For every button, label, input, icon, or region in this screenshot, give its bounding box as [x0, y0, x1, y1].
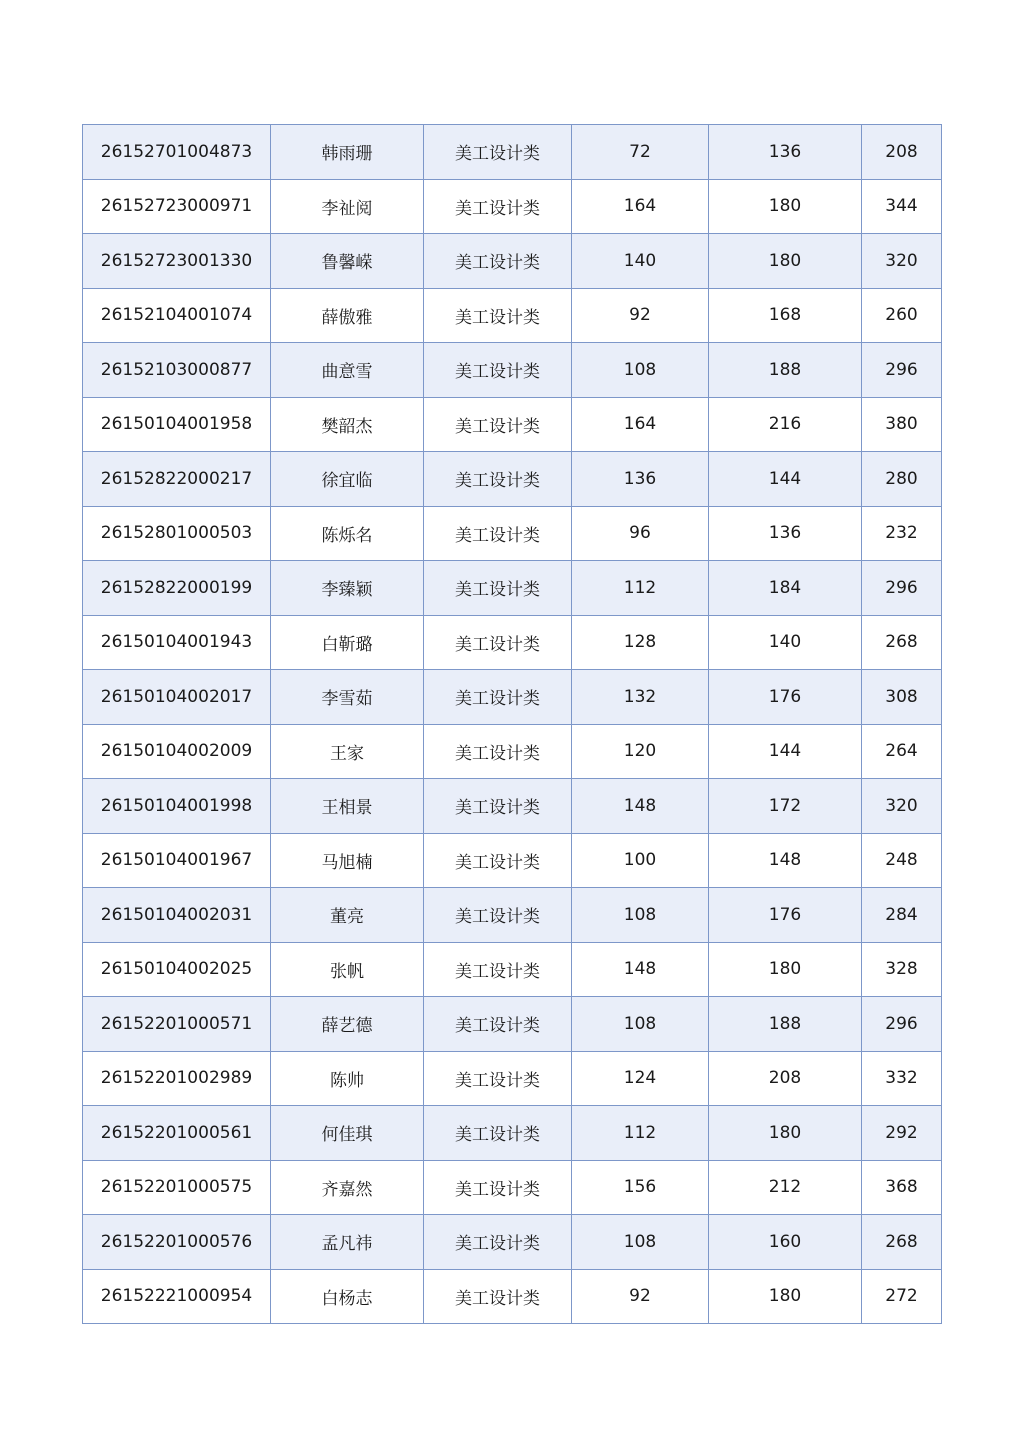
category-cell: 美工设计类 [424, 670, 572, 725]
category-cell: 美工设计类 [424, 397, 572, 452]
total-score-cell: 208 [862, 125, 942, 180]
total-score-cell: 284 [862, 888, 942, 943]
table-row [83, 833, 942, 888]
score-1-cell: 108 [572, 888, 709, 943]
category-cell: 美工设计类 [424, 506, 572, 561]
category-cell: 美工设计类 [424, 833, 572, 888]
total-score-cell: 268 [862, 615, 942, 670]
candidate-id-cell: 26152201000576 [83, 1215, 271, 1270]
name-cell: 白靳璐 [271, 615, 424, 670]
name-cell: 樊韶杰 [271, 397, 424, 452]
score-1-cell: 164 [572, 179, 709, 234]
score-2-cell: 180 [709, 942, 862, 997]
total-score-cell: 320 [862, 779, 942, 834]
category-cell: 美工设计类 [424, 452, 572, 507]
category-cell: 美工设计类 [424, 561, 572, 616]
table-row [83, 1269, 942, 1324]
category-cell: 美工设计类 [424, 1160, 572, 1215]
score-2-cell: 144 [709, 724, 862, 779]
table-row [83, 615, 942, 670]
candidate-id-cell: 26152201000575 [83, 1160, 271, 1215]
table-row [83, 1051, 942, 1106]
score-1-cell: 96 [572, 506, 709, 561]
total-score-cell: 380 [862, 397, 942, 452]
candidate-id-cell: 26150104001967 [83, 833, 271, 888]
name-cell: 李祉阅 [271, 179, 424, 234]
score-1-cell: 140 [572, 234, 709, 289]
name-cell: 李臻颖 [271, 561, 424, 616]
score-1-cell: 156 [572, 1160, 709, 1215]
table-row [83, 724, 942, 779]
table-row [83, 1106, 942, 1161]
total-score-cell: 292 [862, 1106, 942, 1161]
category-cell: 美工设计类 [424, 997, 572, 1052]
score-2-cell: 188 [709, 343, 862, 398]
score-1-cell: 120 [572, 724, 709, 779]
score-1-cell: 108 [572, 343, 709, 398]
table-row [83, 452, 942, 507]
name-cell: 陈烁名 [271, 506, 424, 561]
name-cell: 曲意雪 [271, 343, 424, 398]
table-row [83, 1215, 942, 1270]
score-2-cell: 188 [709, 997, 862, 1052]
score-2-cell: 176 [709, 888, 862, 943]
table-row [83, 125, 942, 180]
name-cell: 王家 [271, 724, 424, 779]
score-1-cell: 108 [572, 1215, 709, 1270]
candidate-id-cell: 26152201000571 [83, 997, 271, 1052]
score-2-cell: 160 [709, 1215, 862, 1270]
score-2-cell: 172 [709, 779, 862, 834]
score-1-cell: 72 [572, 125, 709, 180]
score-2-cell: 180 [709, 179, 862, 234]
candidate-id-cell: 26152201000561 [83, 1106, 271, 1161]
category-cell: 美工设计类 [424, 724, 572, 779]
total-score-cell: 368 [862, 1160, 942, 1215]
candidate-id-cell: 26152723001330 [83, 234, 271, 289]
score-1-cell: 128 [572, 615, 709, 670]
name-cell: 何佳琪 [271, 1106, 424, 1161]
category-cell: 美工设计类 [424, 779, 572, 834]
candidate-id-cell: 26150104001958 [83, 397, 271, 452]
candidate-id-cell: 26152723000971 [83, 179, 271, 234]
table-row [83, 343, 942, 398]
total-score-cell: 296 [862, 997, 942, 1052]
name-cell: 董亮 [271, 888, 424, 943]
score-2-cell: 140 [709, 615, 862, 670]
score-2-cell: 148 [709, 833, 862, 888]
score-1-cell: 132 [572, 670, 709, 725]
score-2-cell: 184 [709, 561, 862, 616]
candidate-id-cell: 26150104002031 [83, 888, 271, 943]
category-cell: 美工设计类 [424, 343, 572, 398]
score-2-cell: 168 [709, 288, 862, 343]
score-1-cell: 124 [572, 1051, 709, 1106]
name-cell: 徐宜临 [271, 452, 424, 507]
score-2-cell: 176 [709, 670, 862, 725]
category-cell: 美工设计类 [424, 888, 572, 943]
total-score-cell: 296 [862, 343, 942, 398]
candidate-id-cell: 26150104002009 [83, 724, 271, 779]
category-cell: 美工设计类 [424, 179, 572, 234]
table-row [83, 942, 942, 997]
total-score-cell: 232 [862, 506, 942, 561]
total-score-cell: 272 [862, 1269, 942, 1324]
category-cell: 美工设计类 [424, 234, 572, 289]
score-1-cell: 108 [572, 997, 709, 1052]
total-score-cell: 268 [862, 1215, 942, 1270]
table-row [83, 506, 942, 561]
total-score-cell: 328 [862, 942, 942, 997]
name-cell: 张帆 [271, 942, 424, 997]
score-2-cell: 136 [709, 125, 862, 180]
total-score-cell: 264 [862, 724, 942, 779]
table-row [83, 670, 942, 725]
table-row [83, 1160, 942, 1215]
category-cell: 美工设计类 [424, 1106, 572, 1161]
name-cell: 白杨志 [271, 1269, 424, 1324]
candidate-id-cell: 26150104001998 [83, 779, 271, 834]
total-score-cell: 344 [862, 179, 942, 234]
name-cell: 薛艺德 [271, 997, 424, 1052]
score-2-cell: 180 [709, 234, 862, 289]
category-cell: 美工设计类 [424, 1269, 572, 1324]
table-row [83, 888, 942, 943]
score-1-cell: 148 [572, 942, 709, 997]
candidate-id-cell: 26152801000503 [83, 506, 271, 561]
name-cell: 鲁馨嵘 [271, 234, 424, 289]
total-score-cell: 320 [862, 234, 942, 289]
score-2-cell: 216 [709, 397, 862, 452]
score-2-cell: 180 [709, 1106, 862, 1161]
score-1-cell: 92 [572, 1269, 709, 1324]
candidate-id-cell: 26150104002017 [83, 670, 271, 725]
score-1-cell: 100 [572, 833, 709, 888]
table-row [83, 234, 942, 289]
candidate-id-cell: 26152221000954 [83, 1269, 271, 1324]
name-cell: 孟凡祎 [271, 1215, 424, 1270]
category-cell: 美工设计类 [424, 288, 572, 343]
category-cell: 美工设计类 [424, 1215, 572, 1270]
score-1-cell: 164 [572, 397, 709, 452]
category-cell: 美工设计类 [424, 125, 572, 180]
table-row [83, 997, 942, 1052]
name-cell: 马旭楠 [271, 833, 424, 888]
score-1-cell: 112 [572, 1106, 709, 1161]
candidate-id-cell: 26152103000877 [83, 343, 271, 398]
score-2-cell: 180 [709, 1269, 862, 1324]
name-cell: 韩雨珊 [271, 125, 424, 180]
total-score-cell: 260 [862, 288, 942, 343]
candidate-id-cell: 26152822000199 [83, 561, 271, 616]
name-cell: 齐嘉然 [271, 1160, 424, 1215]
score-2-cell: 208 [709, 1051, 862, 1106]
total-score-cell: 296 [862, 561, 942, 616]
name-cell: 王相景 [271, 779, 424, 834]
category-cell: 美工设计类 [424, 1051, 572, 1106]
category-cell: 美工设计类 [424, 615, 572, 670]
total-score-cell: 332 [862, 1051, 942, 1106]
score-1-cell: 148 [572, 779, 709, 834]
score-1-cell: 136 [572, 452, 709, 507]
candidate-id-cell: 26150104001943 [83, 615, 271, 670]
table-row [83, 779, 942, 834]
candidate-id-cell: 26152701004873 [83, 125, 271, 180]
name-cell: 薛傲雅 [271, 288, 424, 343]
score-table [82, 124, 942, 1324]
score-2-cell: 136 [709, 506, 862, 561]
candidate-id-cell: 26152201002989 [83, 1051, 271, 1106]
name-cell: 陈帅 [271, 1051, 424, 1106]
category-cell: 美工设计类 [424, 942, 572, 997]
total-score-cell: 248 [862, 833, 942, 888]
table-row [83, 179, 942, 234]
total-score-cell: 280 [862, 452, 942, 507]
score-2-cell: 212 [709, 1160, 862, 1215]
table-row [83, 397, 942, 452]
total-score-cell: 308 [862, 670, 942, 725]
score-1-cell: 92 [572, 288, 709, 343]
candidate-id-cell: 26152104001074 [83, 288, 271, 343]
score-1-cell: 112 [572, 561, 709, 616]
candidate-id-cell: 26150104002025 [83, 942, 271, 997]
table-body [83, 125, 942, 1324]
score-2-cell: 144 [709, 452, 862, 507]
name-cell: 李雪茹 [271, 670, 424, 725]
candidate-id-cell: 26152822000217 [83, 452, 271, 507]
table-row [83, 288, 942, 343]
table-row [83, 561, 942, 616]
